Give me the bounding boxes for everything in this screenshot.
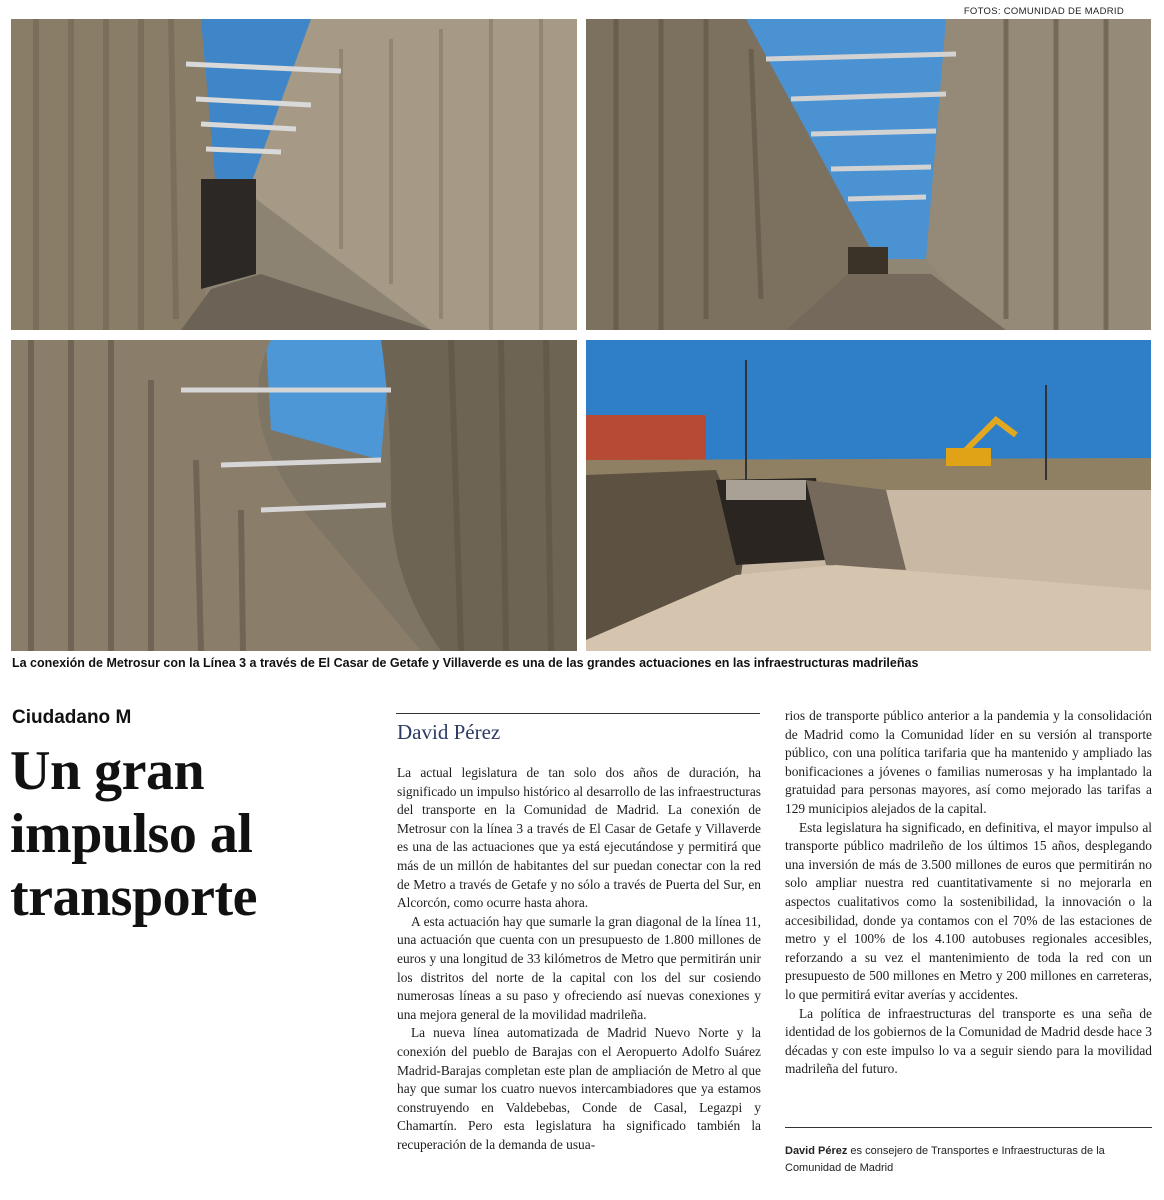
article-paragraph: Esta legislatura ha significado, en definitiva, el mayor impulso al transporte público madrileño de los últimos 15 años, desplegando una inversión de más de 3.500 millones de euros que permitirán no solo ampliar nuestra red cuantitativamente si no mejorarla en aspectos cualitativos como la sostenibilidad, la innovación o la accesibilidad, donde ya contamos con el 70% de las estaciones de metro y el 100% de los 4.100 autobuses regionales accesibles, reforzando a su vez el mantenimiento de toda la red con un presupuesto de 500 millones en Metro y 200 millones en carreteras, lo que permitirá evitar averías y accidentes. [785, 819, 1152, 1002]
headline: Un gran impulso al transporte [10, 740, 257, 928]
author-byline: David Pérez [397, 720, 501, 744]
article-column-2 [785, 707, 1152, 1079]
article-paragraph: La política de infraestructuras del transporte es una seña de identidad de los gobiernos de la Comunidad de Madrid desde hace 3 décadas y con este impulso lo va a seguir siendo para la movilidad madrileña del futuro. [785, 1005, 1152, 1077]
photo-tunnel-trench-1 [11, 19, 577, 330]
photo-caption: La conexión de Metrosur con la Línea 3 a través de El Casar de Getafe y Villaverde es una de las grandes actuaciones en las infraestructuras madrileñas [12, 656, 919, 670]
article-paragraph: La nueva línea automatizada de Madrid Nuevo Norte y la conexión del pueblo de Barajas con el Aeropuerto Adolfo Suárez Madrid-Barajas completan este plan de ampliación de Metro al que hay que sumar los cuatro nuevos intercambiadores que ya estamos construyendo en Valdebebas, Conde de Casal, Legazpi y Chamartín. Pero esta legislatura ha significado también la recuperación de la demanda de usua- [397, 1025, 761, 1152]
bio-name: David Pérez [785, 1145, 848, 1157]
photo-excavation-site [586, 340, 1151, 651]
section-label: Ciudadano M [12, 707, 132, 728]
bio-rule [785, 1127, 1152, 1128]
photo-tunnel-trench-2 [586, 19, 1151, 330]
article-column-1 [397, 764, 761, 1154]
bio-text: es consejero de Transportes e Infraestructuras de la Comunidad de Madrid [785, 1145, 1105, 1174]
author-rule [396, 713, 760, 714]
article-paragraph: rios de transporte público anterior a la pandemia y la consolidación de Madrid como la Comunidad líder en su versión al transporte público, con una política tarifaria que ha mantenido y ampliado las bonificaciones a jóvenes o familias numerosas y ha implantado la gratuidad para personas mayores, así como mejorado las tarifas a 129 municipios alejados de la capital. [785, 708, 1152, 816]
article-paragraph: La actual legislatura de tan solo dos años de duración, ha significado un impulso histórico al desarrollo de las infraestructuras del transporte en la Comunidad de Madrid. La conexión de Metrosur con la línea 3 a través de El Casar de Getafe y Villaverde es una de las actuaciones que ya está ejecutándose y permitirá que más de un millón de habitantes del sur puedan conectar con la red de Metro a través de Getafe y no sólo a través de Puerta del Sur, en Alcorcón, como ocurre hasta ahora. [397, 765, 761, 911]
photo-curved-wall [11, 340, 577, 651]
article-paragraph: A esta actuación hay que sumarle la gran diagonal de la línea 11, una actuación que cuenta con un presupuesto de 1.800 millones de euros y una longitud de 33 kilómetros de Metro que permitirán unir los distritos del norte de la capital con los del sur cosiendo numerosas líneas a su paso y ofreciendo así nuevas conexiones y una mejora general de la movilidad madrileña. [397, 913, 761, 1022]
photo-credit: FOTOS: COMUNIDAD DE MADRID [963, 6, 1124, 17]
author-bio [785, 1143, 1145, 1177]
